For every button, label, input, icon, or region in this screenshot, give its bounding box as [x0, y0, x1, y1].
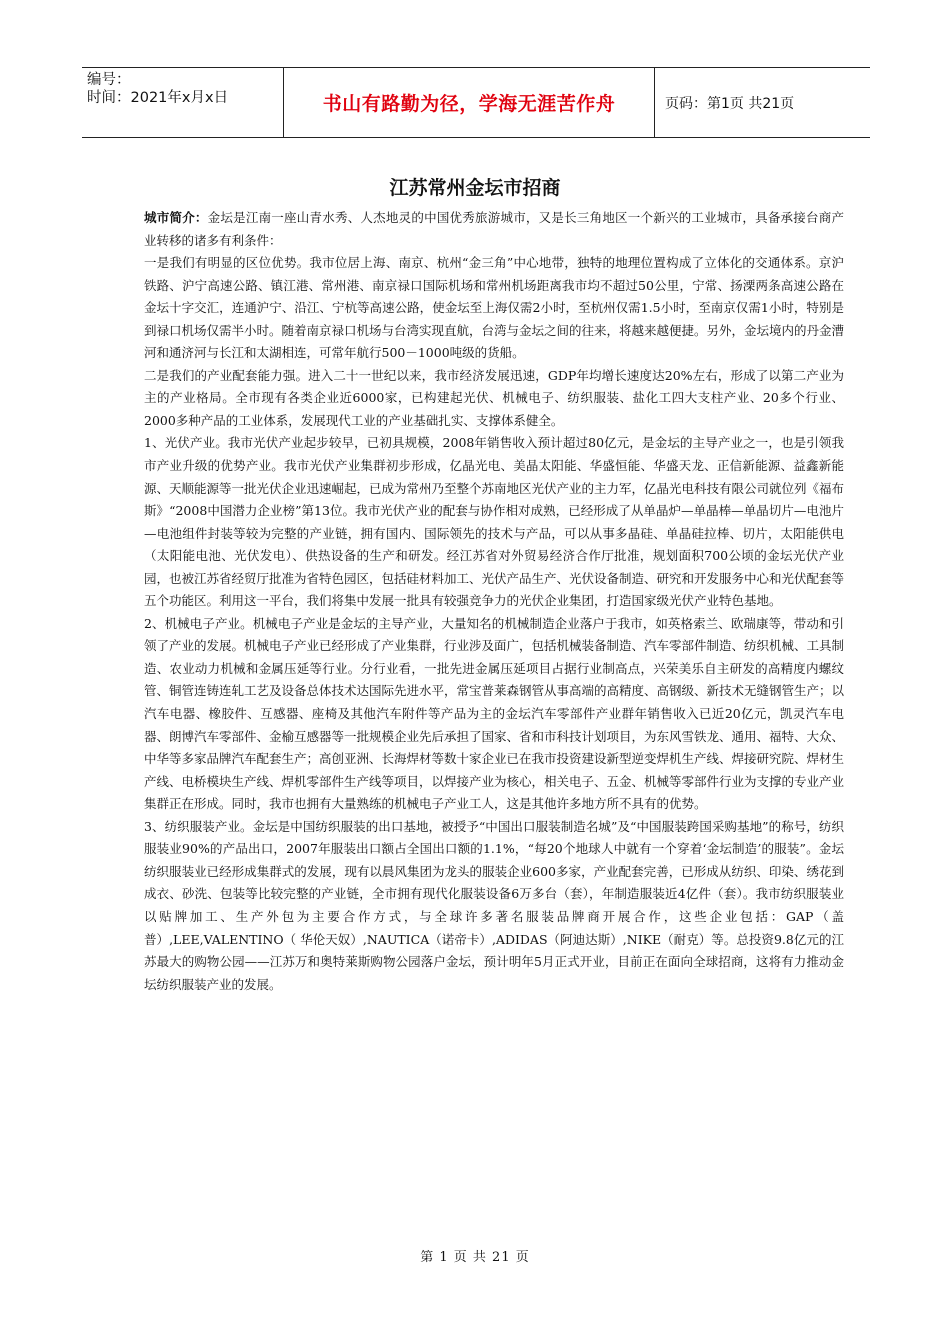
intro-paragraph — [144, 207, 844, 252]
header-motto-cell — [283, 68, 655, 137]
header-table — [82, 67, 870, 138]
motto: 书山有路勤为径，学海无涯苦作舟 — [322, 93, 616, 115]
paragraph-industry: 二是我们的产业配套能力强。进入二十一世纪以来，我市经济发展迅速，GDP年均增长速度达20%左右，形成了以第二产业为主的产业格局。全市现有各类企业近6000家，已构建起光伏、机械电子、纺织服装、盐化工四大支柱产业、20多个行业、2000多种产品的工业体系，发展现代工业的产业基础扎实、支撑体系健全。 — [144, 367, 844, 428]
intro-text: 金坛是江南一座山青水秀、人杰地灵的中国优秀旅游城市，又是长三角地区一个新兴的工业城市，具备承接台商产业转移的诸多有利条件： — [144, 210, 844, 248]
page-footer: 第 1 页 共 21 页 — [420, 1250, 530, 1265]
paragraph-location: 一是我们有明显的区位优势。我市位居上海、南京、杭州“金三角”中心地带，独特的地理位置构成了立体化的交通体系。京沪铁路、沪宁高速公路、镇江港、常州港、南京禄口国际机场和常州机场距离我市均不超过50公里，宁常、扬溧两条高速公路在金坛十字交汇，连通沪宁、沿江、宁杭等高速公路，使金坛至上海仅需2小时，至杭州仅需1.5小时，至南京仅需1小时，特别是到禄口机场仅需半小时。随着南京禄口机场与台湾实现直航，台湾与金坛之间的往来，将越来越便捷。另外，金坛境内的丹金漕河和通济河与长江和太湖相连，可常年航行500－1000吨级的货船。 — [144, 255, 845, 361]
header-meta — [82, 68, 283, 137]
document-title: 江苏常州金坛市招商 — [389, 177, 561, 199]
page-info: 页码：第1页 共21页 — [665, 95, 795, 112]
paragraph-photovoltaic: 1、光伏产业。我市光伏产业起步较早，已初具规模，2008年销售收入预计超过80亿元，是金坛的主导产业之一，也是引领我市产业升级的优势产业。我市光伏产业集群初步形成，亿晶光电、美晶太阳能、华盛恒能、华盛天龙、正信新能源、益鑫新能源、天顺能源等一批光伏企业迅速崛起，已成为常州乃至整个苏南地区光伏产业的主力军，亿晶光电科技有限公司就位列《福布斯》“2008中国潜力企业榜”第13位。我市光伏产业的配套与协作相对成熟，已经形成了从单晶炉—单晶棒—单晶切片—电池片—电池组件封装等较为完整的产业链，拥有国内、国际领先的技术与产品，可以从事多晶硅、单晶硅拉棒、切片，太阳能供电（太阳能电池、光伏发电）、供热设备的生产和研发。经江苏省对外贸易经济合作厅批准，规划面积700公顷的金坛光伏产业园，也被江苏省经贸厅批准为省特色园区，包括硅材料加工、光伏产品生产、光伏设备制造、研究和开发服务中心和光伏配套等五个功能区。利用这一平台，我们将集中发展一批具有较强竞争力的光伏企业集团，打造国家级光伏产业特色基地。 — [144, 435, 845, 609]
intro-label: 城市简介： — [144, 210, 208, 225]
paragraph-textile: 3、纺织服装产业。金坛是中国纺织服装的出口基地，被授予“中国出口服装制造名城”及“中国服装跨国采购基地”的称号，纺织服装业90%的产品出口，2007年服装出口额占全国出口额的1.1%，“每20个地球人中就有一个穿着‘金坛制造’的服装”。金坛纺织服装业已经形成集群式的发展，现有以晨风集团为龙头的服装企业600多家，产业配套完善，已形成从纺织、印染、绣花到成衣、砂洗、包装等比较完整的产业链，全市拥有现代化服装设备6万多台（套），年制造服装近4亿件（套）。我市纺织服装业以贴牌加工、生产外包为主要合作方式，与全球许多著名服装品牌商开展合作，这些企业包括：GAP（盖普）,LEE,VALENTINO（ 华伦天奴）,NAUTICA（诺帝卡）,ADIDAS（阿迪达斯）,NIKE（耐克）等。总投资9.8亿元的江苏最大的购物公园——江苏万和奥特莱斯购物公园落户金坛，预计明年5月正式开业，目前正在面向全球招商，这将有力推动金坛纺织服装产业的发展。 — [144, 818, 844, 992]
document-body — [144, 207, 844, 996]
header-page-cell — [655, 68, 870, 137]
number-label: 编号： — [87, 72, 131, 88]
time-label: 时间：2021年x月x日 — [87, 90, 229, 106]
paragraph-machinery: 2、机械电子产业。机械电子产业是金坛的主导产业，大量知名的机械制造企业落户于我市，如英格索兰、欧瑞康等，带动和引领了产业的发展。机械电子产业已经形成了产业集群，行业涉及面广，包括机械装备制造、汽车零部件制造、纺织机械、工具制造、农业动力机械和金属压延等行业。分行业看，一批先进金属压延项目占据行业制高点，兴荣美乐自主研发的高精度内螺纹管、铜管连铸连轧工艺及设备总体技术达国际先进水平，常宝普莱森钢管从事高端的高精度、高钢级、新技术无缝钢管生产；以汽车电器、橡胶件、互感器、座椅及其他汽车附件等产品为主的金坛汽车零部件产业群年销售收入已近20亿元，凯灵汽车电器、朗博汽车零部件、金榆互感器等一批规模企业先后承担了国家、省和市科技计划项目，为东风雪铁龙、通用、福特、大众、中华等多家品牌汽车配套生产；高创亚洲、长海焊材等数十家企业已在我市投资建设新型逆变焊机生产线、焊接研究院、焊材生产线、电桥模块生产线、焊机零部件生产线等项目，以焊接产业为核心，相关电子、五金、机械等零部件行业为支撑的专业产业集群正在形成。同时，我市也拥有大量熟练的机械电子产业工人，这是其他许多地方所不具有的优势。 — [144, 615, 845, 812]
